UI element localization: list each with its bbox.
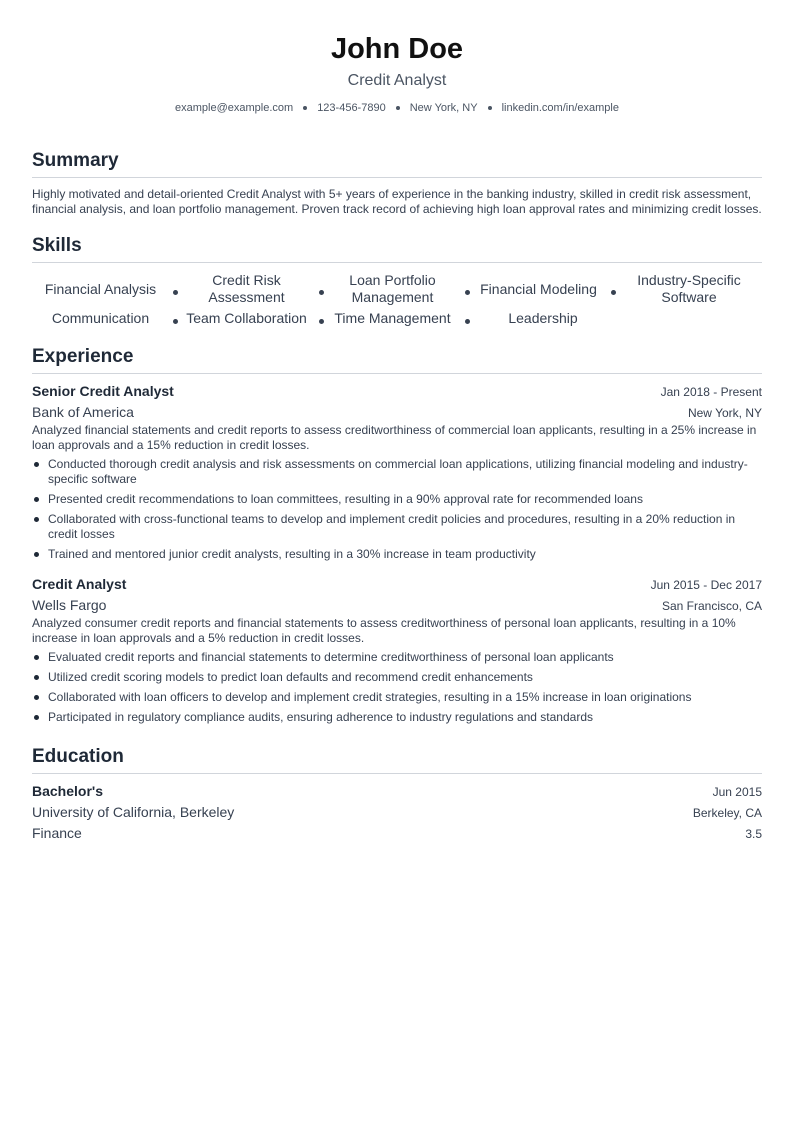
skills-row bbox=[32, 310, 762, 327]
bullet-text: Conducted thorough credit analysis and risk assessments on commercial loan applications, utilizing financial modeling and industry-specific software bbox=[48, 457, 748, 486]
bullet-text: Participated in regulatory compliance audits, ensuring adherence to industry regulations and standards bbox=[48, 710, 593, 724]
education-school-row bbox=[32, 804, 762, 821]
job-description: Analyzed consumer credit reports and financial statements to assess creditworthiness of personal loan applicants, resulting in a 10% increase in loan approvals and a 5% reduction in credit losses. bbox=[32, 616, 736, 645]
education-date: Jun 2015 bbox=[712, 785, 762, 799]
skill-item bbox=[32, 310, 178, 327]
contact-email[interactable]: example@example.com bbox=[175, 102, 294, 114]
skill-label: Time Management bbox=[334, 310, 451, 326]
skill-item bbox=[178, 272, 324, 306]
job-location: San Francisco, CA bbox=[661, 599, 762, 613]
job-description: Analyzed financial statements and credit reports to assess creditworthiness of commercial loan applicants, resulting in a 25% increase in loan approvals and a 15% reduction in credit losses. bbox=[32, 423, 757, 452]
separator-dot bbox=[303, 106, 307, 110]
skill-label: Financial Modeling bbox=[480, 280, 597, 297]
skills-section bbox=[32, 234, 762, 327]
contact-phone[interactable]: 123-456-7890 bbox=[317, 102, 386, 114]
experience-section bbox=[32, 345, 762, 725]
contact-line bbox=[32, 101, 762, 115]
job-entry bbox=[32, 576, 762, 725]
job-title: Credit Analyst bbox=[32, 576, 127, 592]
job-title-row bbox=[32, 576, 762, 593]
job-bullet bbox=[32, 710, 762, 725]
separator-dot bbox=[488, 106, 492, 110]
job-company-row bbox=[32, 400, 762, 421]
education-school: University of California, Berkeley bbox=[32, 804, 235, 820]
skill-item bbox=[470, 281, 616, 298]
summary-text: Highly motivated and detail-oriented Credit Analyst with 5+ years of experience in the banking industry, skilled in credit risk assessment, financial analysis, and loan portfolio management. Proven track record of achieving high loan approval rates and minimizing credit losses. bbox=[32, 187, 762, 216]
education-entry bbox=[32, 783, 762, 842]
skill-label: Credit Risk Assessment bbox=[208, 272, 285, 305]
bullet-icon bbox=[34, 675, 39, 680]
skill-item bbox=[32, 281, 178, 298]
section-heading-summary: Summary bbox=[32, 149, 762, 178]
skill-item bbox=[324, 310, 470, 327]
skill-item bbox=[470, 310, 616, 327]
candidate-title: Credit Analyst bbox=[347, 72, 447, 89]
skill-item bbox=[178, 310, 324, 327]
job-bullet bbox=[32, 670, 762, 685]
skill-item bbox=[324, 272, 470, 306]
bullet-icon bbox=[34, 655, 39, 660]
skill-label: Leadership bbox=[508, 310, 578, 326]
section-heading-education: Education bbox=[32, 745, 762, 774]
bullet-text: Utilized credit scoring models to predict loan defaults and recommend credit enhancements bbox=[48, 670, 533, 684]
skill-label: Industry-Specific Software bbox=[637, 272, 741, 305]
job-title-row bbox=[32, 383, 762, 400]
resume-header bbox=[32, 0, 762, 115]
education-section bbox=[32, 745, 762, 842]
education-field: Finance bbox=[32, 825, 82, 841]
skill-label: Financial Analysis bbox=[44, 280, 157, 297]
education-degree-row bbox=[32, 783, 762, 800]
job-company: Bank of America bbox=[32, 404, 134, 420]
job-dates: Jan 2018 - Present bbox=[660, 385, 762, 399]
contact-linkedin[interactable]: linkedin.com/in/example bbox=[501, 102, 619, 114]
job-title: Senior Credit Analyst bbox=[32, 383, 174, 399]
job-entry bbox=[32, 383, 762, 562]
job-company: Wells Fargo bbox=[32, 597, 107, 613]
job-bullet bbox=[32, 457, 762, 487]
job-bullet bbox=[32, 690, 762, 705]
skills-grid bbox=[32, 272, 762, 327]
contact-location: New York, NY bbox=[409, 102, 478, 114]
bullet-text: Trained and mentored junior credit analysts, resulting in a 30% increase in team productivity bbox=[48, 547, 536, 561]
candidate-name: John Doe bbox=[330, 33, 464, 65]
bullet-icon bbox=[34, 695, 39, 700]
bullet-text: Collaborated with loan officers to develop and implement credit strategies, resulting in a 15% increase in loan originations bbox=[48, 690, 692, 704]
job-location: New York, NY bbox=[687, 406, 762, 420]
bullet-icon bbox=[34, 462, 39, 467]
education-gpa: 3.5 bbox=[745, 827, 762, 841]
section-heading-skills: Skills bbox=[32, 234, 762, 263]
job-bullet bbox=[32, 547, 762, 562]
job-dates: Jun 2015 - Dec 2017 bbox=[650, 578, 762, 592]
bullet-icon bbox=[34, 715, 39, 720]
bullet-text: Collaborated with cross-functional teams to develop and implement credit policies and procedures, resulting in a 20% reduction in credit losses bbox=[48, 512, 736, 541]
job-bullet bbox=[32, 650, 762, 665]
skill-label: Team Collaboration bbox=[186, 310, 307, 326]
bullet-text: Presented credit recommendations to loan committees, resulting in a 90% approval rate for recommended loans bbox=[48, 492, 643, 506]
job-company-row bbox=[32, 593, 762, 614]
education-field-row bbox=[32, 825, 762, 842]
separator-dot bbox=[396, 106, 400, 110]
education-degree: Bachelor's bbox=[32, 783, 104, 799]
job-bullets bbox=[32, 650, 762, 725]
skills-row bbox=[32, 272, 762, 306]
bullet-icon bbox=[34, 552, 39, 557]
job-bullet bbox=[32, 492, 762, 507]
skill-label: Loan Portfolio Management bbox=[349, 272, 436, 305]
section-heading-experience: Experience bbox=[32, 345, 762, 374]
skill-label: Communication bbox=[51, 310, 150, 326]
summary-section bbox=[32, 149, 762, 217]
education-location: Berkeley, CA bbox=[692, 806, 762, 820]
job-bullet bbox=[32, 512, 762, 542]
job-bullets bbox=[32, 457, 762, 562]
bullet-icon bbox=[34, 517, 39, 522]
bullet-icon bbox=[34, 497, 39, 502]
skill-item bbox=[616, 272, 762, 306]
bullet-text: Evaluated credit reports and financial statements to determine creditworthiness of personal loan applicants bbox=[48, 650, 614, 664]
